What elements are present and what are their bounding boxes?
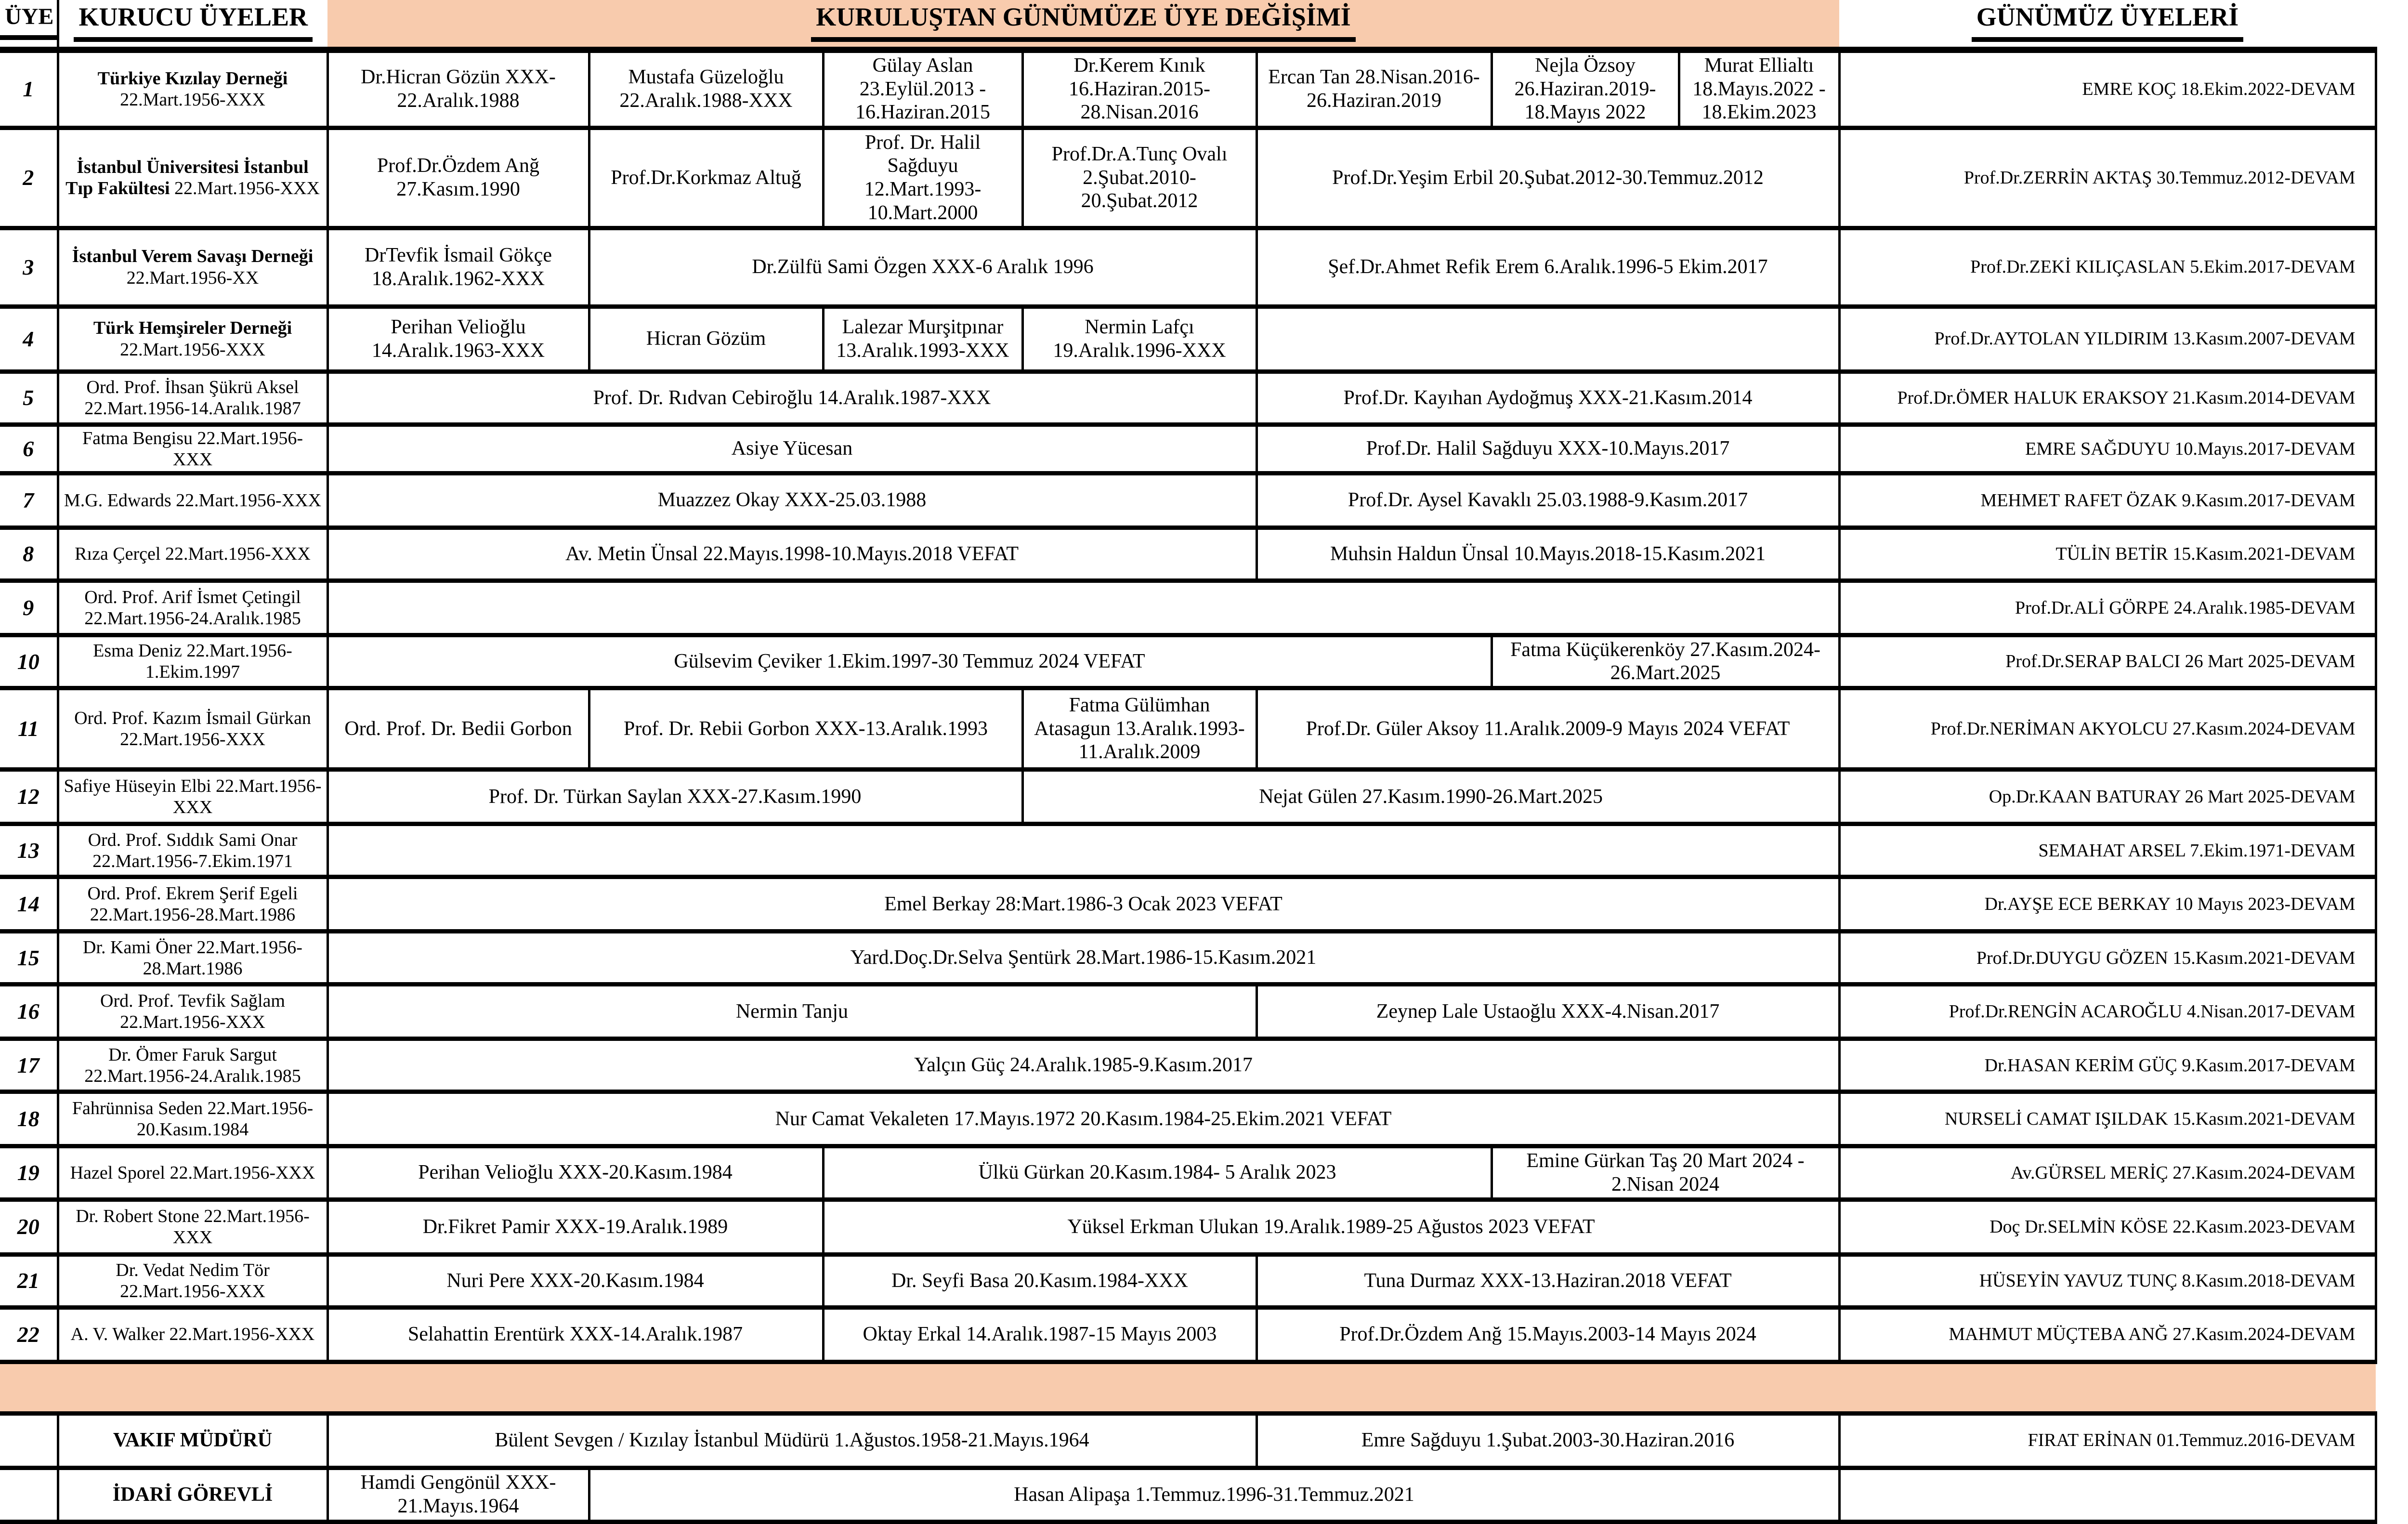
member-number: 21 (0, 1254, 58, 1307)
founder-cell (58, 473, 327, 527)
footer-change-cell: Bülent Sevgen / Kızılay İstanbul Müdürü 1.Ağustos.1958-​21.Mayıs.1964 (327, 1413, 1256, 1468)
gunumuz-header-label: GÜNÜMÜZ ÜYELERİ (1972, 2, 2244, 42)
founder-cell (58, 306, 327, 371)
change-cell: Nermin Tanju (327, 985, 1256, 1039)
member-number: 22 (0, 1307, 58, 1362)
current-member-cell: Prof.Dr.ZEKİ KILIÇASLAN 5.Ekim.2017-​DEVAM (1839, 228, 2376, 306)
founder-dates: 22.Mart.1956-​XXX (174, 178, 320, 199)
member-row (0, 985, 2376, 1039)
col-header-gunumuz (1839, 0, 2376, 50)
member-row (0, 371, 2376, 424)
footer-current-cell: FIRAT ERİNAN 01.Temmuz.2016-​DEVAM (1839, 1413, 2376, 1468)
change-cell: Fatma Küçükerenköy 27.Kasım.2024-​26.Mart.2025 (1492, 635, 1839, 688)
founder-name: A. V. Walker (70, 1324, 165, 1345)
change-cell: Selahattin Erentürk XXX-​14.Aralık.1987 (327, 1307, 823, 1362)
change-cell: Prof. Dr. Türkan Saylan XXX-​27.Kasım.1990 (327, 770, 1022, 824)
change-cell: Prof.Dr. Güler Aksoy 11.Aralık.2009-​9 Mayıs 2024 VEFAT (1256, 688, 1839, 770)
member-number: 19 (0, 1146, 58, 1199)
change-cell: Tuna Durmaz XXX-​13.Haziran.2018 VEFAT (1256, 1254, 1839, 1307)
change-cell: Prof.Dr. Kayıhan Aydoğmuş XXX-​21.Kasım.2014 (1256, 371, 1839, 424)
change-cell: Dr.Kerem Kınık 16.Haziran.2015-​28.Nisan.2016 (1022, 50, 1256, 128)
current-member-cell: MAHMUT MÜÇTEBA ANĞ 27.Kasım.2024-​DEVAM (1839, 1307, 2376, 1362)
degisim-header-label: KURULUŞTAN GÜNÜMÜZE ÜYE DEĞİŞİMİ (811, 2, 1356, 42)
founder-name: İstanbul Üniversitesi İstanbul Tıp Fakültesi (65, 157, 309, 199)
founder-name: Dr. Robert Stone (76, 1206, 199, 1226)
change-cell: Nejat Gülen 27.Kasım.1990-​26.Mart.2025 (1022, 770, 1839, 824)
change-cell: Ülkü Gürkan 20.Kasım.1984-​ 5 Aralık 2023 (823, 1146, 1492, 1199)
current-member-cell: Prof.Dr.SERAP BALCI 26 Mart 2025-​DEVAM (1839, 635, 2376, 688)
change-cell: Yard.Doç.Dr.Selva Şentürk 28.Mart.1986-​15.Kasım.2021 (327, 932, 1839, 985)
member-number: 20 (0, 1199, 58, 1254)
col-header-uye (0, 0, 58, 50)
founder-dates: 22.Mart.1956-​7.Ekim.1971 (92, 851, 293, 871)
member-row (0, 635, 2376, 688)
footer-row (0, 1413, 2376, 1468)
founder-cell (58, 128, 327, 228)
change-cell: Av. Metin Ünsal 22.Mayıs.1998-​10.Mayıs.2018 VEFAT (327, 527, 1256, 580)
current-member-cell: Prof.Dr.ÖMER HALUK ERAKSOY 21.Kasım.2014-​DEVAM (1839, 371, 2376, 424)
founder-name: Türkiye Kızılay Derneği (97, 68, 288, 89)
member-row (0, 527, 2376, 580)
footer-number (0, 1468, 58, 1522)
change-cell: Prof. Dr. Rebii Gorbon XXX-​13.Aralık.1993 (589, 688, 1022, 770)
footer-change-cell: Emre Sağduyu 1.Şubat.2003-​30.Haziran.2016 (1256, 1413, 1839, 1468)
change-cell: Nur Camat Vekaleten 17.Mayıs.1972 20.Kasım.1984-​25.Ekim.2021 VEFAT (327, 1092, 1839, 1146)
founder-dates: 22.Mart.1956-​XXX (172, 776, 322, 818)
founder-name: Dr. Ömer Faruk Sargut (108, 1044, 277, 1065)
current-member-cell: Op.Dr.KAAN BATURAY 26 Mart 2025-​DEVAM (1839, 770, 2376, 824)
founder-name: Fahrünnisa Seden (72, 1098, 203, 1119)
header-row (0, 0, 2376, 50)
change-cell: Prof. Dr. Halil Sağduyu 12.Mart.1993-​10.Mart.2000 (823, 128, 1022, 228)
founder-name: Safiye Hüseyin Elbi (64, 776, 211, 797)
founder-dates: 22.Mart.1956-​XXX (176, 490, 322, 511)
founder-cell (58, 371, 327, 424)
current-member-cell: NURSELİ CAMAT IŞILDAK 15.Kasım.2021-​DEVAM (1839, 1092, 2376, 1146)
change-cell (327, 580, 1839, 635)
founder-dates: 22.Mart.1956-​XXX (172, 1206, 310, 1248)
member-number: 13 (0, 824, 58, 877)
founder-name: Ord. Prof. Sıddık Sami Onar (88, 829, 298, 850)
founder-cell (58, 1199, 327, 1254)
member-number: 5 (0, 371, 58, 424)
change-cell: Zeynep Lale Ustaoğlu XXX-​4.Nisan.2017 (1256, 985, 1839, 1039)
kurucu-header-label: KURUCU ÜYELER (74, 2, 313, 42)
current-member-cell: Prof.Dr.DUYGU GÖZEN 15.Kasım.2021-​DEVAM (1839, 932, 2376, 985)
member-number: 6 (0, 424, 58, 473)
founder-cell (58, 1039, 327, 1092)
change-cell: Perihan Velioğlu XXX-​20.Kasım.1984 (327, 1146, 823, 1199)
founder-cell (58, 527, 327, 580)
founder-dates: 22.Mart.1956-​XXX (169, 1324, 315, 1345)
change-cell: Prof.Dr. Aysel Kavaklı 25.03.1988-​9.Kasım.2017 (1256, 473, 1839, 527)
change-cell: Emel Berkay 28:Mart.1986-​3 Ocak 2023 VEFAT (327, 877, 1839, 932)
member-row (0, 1146, 2376, 1199)
founder-name: Dr. Vedat Nedim Tör (116, 1260, 270, 1280)
founder-dates: 22.Mart.1956-​XXX (170, 1162, 315, 1183)
change-cell: Fatma Gülümhan Atasagun 13.Aralık.1993-​11.Aralık.2009 (1022, 688, 1256, 770)
founder-dates: 22.Mart.1956-​24.Aralık.1985 (84, 1065, 301, 1086)
founder-dates: 22.Mart.1956-​XX (126, 267, 259, 288)
member-row (0, 932, 2376, 985)
current-member-cell: TÜLİN BETİR 15.Kasım.2021-​DEVAM (1839, 527, 2376, 580)
founder-dates: 22.Mart.1956-​24.Aralık.1985 (84, 608, 301, 629)
change-cell: Ercan Tan 28.Nisan.2016-​26.Haziran.2019 (1256, 50, 1492, 128)
change-cell: Prof. Dr. Rıdvan Cebiroğlu 14.Aralık.1987-​XXX (327, 371, 1256, 424)
founder-name: Ord. Prof. Tevfik Sağlam (100, 991, 285, 1012)
change-cell: Yalçın Güç 24.Aralık.1985-​9.Kasım.2017 (327, 1039, 1839, 1092)
uye-header-label: ÜYE (0, 3, 58, 40)
member-number: 12 (0, 770, 58, 824)
change-cell: Lalezar Murşitpınar 13.Aralık.1993-​XXX (823, 306, 1022, 371)
change-cell: Prof.Dr. Halil Sağduyu XXX-​10.Mayıs.2017 (1256, 424, 1839, 473)
change-cell (1256, 306, 1839, 371)
member-row (0, 306, 2376, 371)
col-header-degisim (327, 0, 1839, 50)
change-cell: Gülsevim Çeviker 1.Ekim.1997-​30 Temmuz 2024 VEFAT (327, 635, 1492, 688)
founder-cell (58, 770, 327, 824)
change-cell: Prof.Dr.A.Tunç Ovalı 2.Şubat.2010-​20.Şubat.2012 (1022, 128, 1256, 228)
member-row (0, 580, 2376, 635)
founder-dates: 22.Mart.1956-​XXX (120, 339, 265, 360)
founder-cell (58, 1146, 327, 1199)
founder-cell (58, 688, 327, 770)
current-member-cell: Prof.Dr.ZERRİN AKTAŞ 30.Temmuz.2012-​DEVAM (1839, 128, 2376, 228)
member-row (0, 824, 2376, 877)
change-cell: Emine Gürkan Taş 20 Mart 2024 -​ 2.Nisan 2024 (1492, 1146, 1839, 1199)
founder-cell (58, 1254, 327, 1307)
change-cell: Prof.Dr.Özdem Anğ 15.Mayıs.2003-​14 Mayıs 2024 (1256, 1307, 1839, 1362)
current-member-cell: Av.GÜRSEL MERİÇ 27.Kasım.2024-​DEVAM (1839, 1146, 2376, 1199)
member-number: 4 (0, 306, 58, 371)
member-row (0, 770, 2376, 824)
founder-name: Ord. Prof. Kazım İsmail Gürkan (74, 708, 311, 729)
founder-name: Fatma Bengisu (82, 428, 193, 448)
current-member-cell: MEHMET RAFET ÖZAK 9.Kasım.2017-​DEVAM (1839, 473, 2376, 527)
founder-name: M.G. Edwards (64, 490, 171, 511)
change-cell: Dr.Zülfü Sami Özgen XXX-​6 Aralık 1996 (589, 228, 1256, 306)
change-cell: Asiye Yücesan (327, 424, 1256, 473)
member-row (0, 473, 2376, 527)
current-member-cell: Dr.AYŞE ECE BERKAY 10 Mayıs 2023-​DEVAM (1839, 877, 2376, 932)
change-cell: Prof.Dr.Yeşim Erbil 20.Şubat.2012-​30.Temmuz.2012 (1256, 128, 1839, 228)
col-header-kurucu (58, 0, 327, 50)
member-number: 8 (0, 527, 58, 580)
footer-label: İDARİ GÖREVLİ (58, 1468, 327, 1522)
founder-dates: 22.Mart.1956-​XXX (120, 1012, 265, 1033)
founder-cell (58, 580, 327, 635)
founder-cell (58, 824, 327, 877)
founder-cell (58, 1307, 327, 1362)
member-number: 16 (0, 985, 58, 1039)
current-member-cell: Prof.Dr.RENGİN ACAROĞLU 4.Nisan.2017-​DEVAM (1839, 985, 2376, 1039)
change-cell: Hicran Gözüm (589, 306, 823, 371)
footer-change-cell: Hamdi Gengönül XXX-​21.Mayıs.1964 (327, 1468, 589, 1522)
founder-cell (58, 1092, 327, 1146)
footer-label: VAKIF MÜDÜRÜ (58, 1413, 327, 1468)
separator-band (0, 1362, 2376, 1413)
current-member-cell: HÜSEYİN YAVUZ TUNÇ 8.Kasım.2018-​DEVAM (1839, 1254, 2376, 1307)
founder-name: Ord. Prof. Arif İsmet Çetingil (84, 587, 301, 607)
member-row (0, 877, 2376, 932)
member-row (0, 1254, 2376, 1307)
current-member-cell: Dr.HASAN KERİM GÜÇ 9.Kasım.2017-​DEVAM (1839, 1039, 2376, 1092)
current-member-cell: Doç Dr.SELMİN KÖSE 22.Kasım.2023-​DEVAM (1839, 1199, 2376, 1254)
founder-cell (58, 932, 327, 985)
founder-cell (58, 50, 327, 128)
founder-dates: 22.Mart.1956-​20.Kasım.1984 (136, 1098, 314, 1140)
change-cell: Mustafa Güzeloğlu 22.Aralık.1988-​XXX (589, 50, 823, 128)
footer-change-cell: Hasan Alipaşa 1.Temmuz.1996-​31.Temmuz.2021 (589, 1468, 1839, 1522)
change-cell: Dr. Seyfi Basa 20.Kasım.1984-​XXX (823, 1254, 1256, 1307)
current-member-cell: Prof.Dr.ALİ GÖRPE 24.Aralık.1985-​DEVAM (1839, 580, 2376, 635)
change-cell: Şef.Dr.Ahmet Refik Erem 6.Aralık.1996-​5 Ekim.2017 (1256, 228, 1839, 306)
member-row (0, 1092, 2376, 1146)
current-member-cell: SEMAHAT ARSEL 7.Ekim.1971-​DEVAM (1839, 824, 2376, 877)
founder-dates: 22.Mart.1956-​28.Mart.1986 (143, 937, 302, 979)
footer-row (0, 1468, 2376, 1522)
change-cell: Yüksel Erkman Ulukan 19.Aralık.1989-​25 Ağustos 2023 VEFAT (823, 1199, 1839, 1254)
change-cell: Dr.Fikret Pamir XXX-​19.Aralık.1989 (327, 1199, 823, 1254)
member-row (0, 1039, 2376, 1092)
founder-name: Ord. Prof. İhsan Şükrü Aksel (86, 377, 299, 397)
member-number: 7 (0, 473, 58, 527)
founder-cell (58, 228, 327, 306)
change-cell: Perihan Velioğlu 14.Aralık.1963-​XXX (327, 306, 589, 371)
member-row (0, 128, 2376, 228)
member-number: 11 (0, 688, 58, 770)
member-row (0, 228, 2376, 306)
member-number: 10 (0, 635, 58, 688)
founder-name: Dr. Kami Öner (83, 937, 192, 958)
member-number: 18 (0, 1092, 58, 1146)
founder-name: Rıza Çerçel (75, 544, 161, 565)
founder-dates: 22.Mart.1956-​XXX (120, 729, 265, 750)
founder-name: Hazel Sporel (70, 1162, 165, 1183)
member-number: 17 (0, 1039, 58, 1092)
change-cell: Nuri Pere XXX-​20.Kasım.1984 (327, 1254, 823, 1307)
change-cell: Gülay Aslan 23.Eylül.2013 -​ 16.Haziran.2015 (823, 50, 1022, 128)
member-row (0, 424, 2376, 473)
change-cell: Ord. Prof. Dr. Bedii Gorbon (327, 688, 589, 770)
change-cell: Nejla Özsoy 26.Haziran.2019-​18.Mayıs 2022 (1492, 50, 1679, 128)
change-cell: Murat Ellialtı 18.Mayıs.2022 -​ 18.Ekim.2023 (1679, 50, 1839, 128)
founder-dates: 22.Mart.1956-​XXX (172, 428, 303, 470)
founder-name: Türk Hemşireler Derneği (93, 318, 292, 339)
current-member-cell: EMRE KOÇ 18.Ekim.2022-​DEVAM (1839, 50, 2376, 128)
change-cell: DrTevfik İsmail Gökçe 18.Aralık.1962-​XXX (327, 228, 589, 306)
change-cell: Muhsin Haldun Ünsal 10.Mayıs.2018-​15.Kasım.2021 (1256, 527, 1839, 580)
change-cell (327, 824, 1839, 877)
change-cell: Dr.Hicran Gözün XXX-​22.Aralık.1988 (327, 50, 589, 128)
change-cell: Prof.Dr.Özdem Anğ 27.Kasım.1990 (327, 128, 589, 228)
footer-current-cell (1839, 1468, 2376, 1522)
founder-cell (58, 424, 327, 473)
change-cell: Nermin Lafçı 19.Aralık.1996-​XXX (1022, 306, 1256, 371)
member-row (0, 1307, 2376, 1362)
founder-dates: 22.Mart.1956-​XXX (120, 90, 265, 110)
founder-dates: 22.Mart.1956-​1.Ekim.1997 (145, 641, 292, 683)
member-number: 9 (0, 580, 58, 635)
founder-dates: 22.Mart.1956-​28.Mart.1986 (90, 905, 296, 925)
founder-dates: 22.Mart.1956-​XXX (165, 544, 311, 565)
founder-cell (58, 635, 327, 688)
member-number: 14 (0, 877, 58, 932)
member-number: 3 (0, 228, 58, 306)
founder-name: Ord. Prof. Ekrem Şerif Egeli (87, 883, 298, 904)
footer-number (0, 1413, 58, 1468)
member-row (0, 1199, 2376, 1254)
member-number: 1 (0, 50, 58, 128)
founder-cell (58, 877, 327, 932)
separator-band-cell (0, 1362, 2376, 1413)
founder-dates: 22.Mart.1956-​14.Aralık.1987 (84, 398, 301, 419)
member-number: 15 (0, 932, 58, 985)
founder-cell (58, 985, 327, 1039)
current-member-cell: Prof.Dr.NERİMAN AKYOLCU 27.Kasım.2024-​DEVAM (1839, 688, 2376, 770)
change-cell: Prof.Dr.Korkmaz Altuğ (589, 128, 823, 228)
member-number: 2 (0, 128, 58, 228)
founder-name: İstanbul Verem Savaşı Derneği (72, 246, 314, 267)
founder-dates: 22.Mart.1956-​XXX (120, 1281, 265, 1302)
current-member-cell: EMRE SAĞDUYU 10.Mayıs.2017-​DEVAM (1839, 424, 2376, 473)
member-row (0, 50, 2376, 128)
change-cell: Muazzez Okay XXX-​25.03.1988 (327, 473, 1256, 527)
change-cell: Oktay Erkal 14.Aralık.1987-​15 Mayıs 2003 (823, 1307, 1256, 1362)
founder-name: Esma Deniz (93, 641, 182, 661)
current-member-cell: Prof.Dr.AYTOLAN YILDIRIM 13.Kasım.2007-​DEVAM (1839, 306, 2376, 371)
member-row (0, 688, 2376, 770)
